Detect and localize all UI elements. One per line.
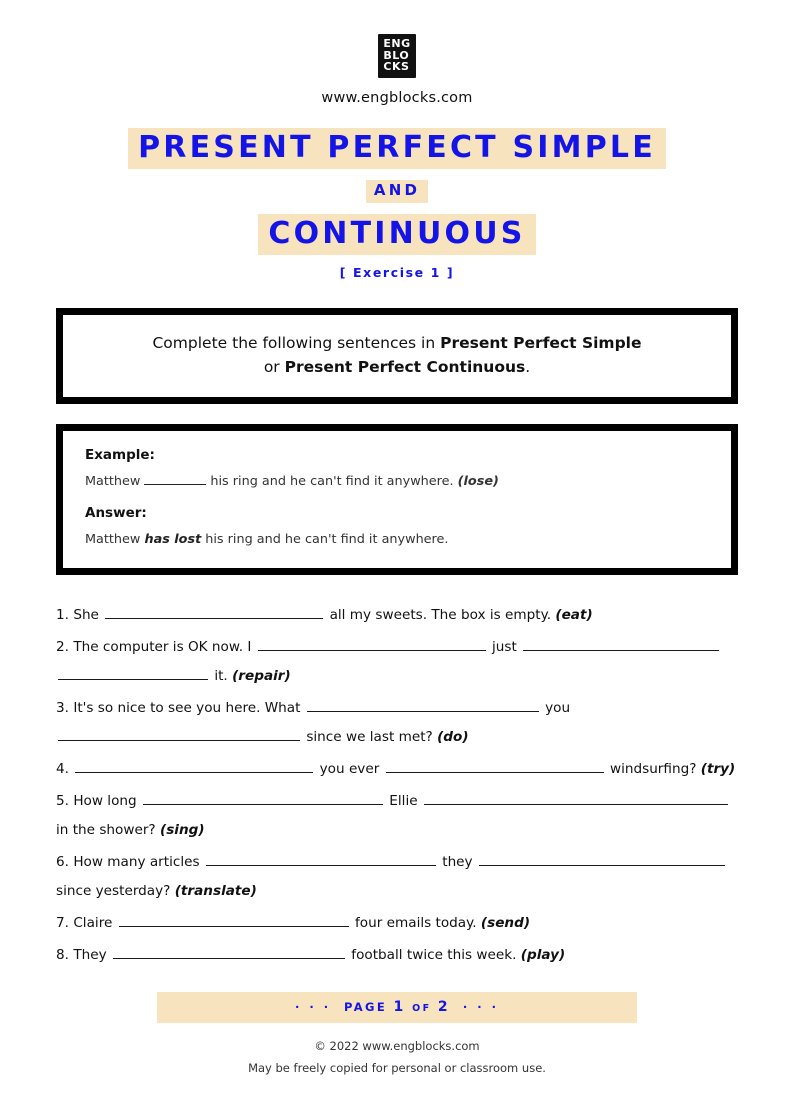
question-number: 8.: [56, 947, 69, 964]
verb-cue: (play): [520, 947, 566, 964]
question-item: [56, 637, 738, 687]
question-text: football twice this week.: [351, 947, 517, 964]
question-text: How long: [73, 793, 137, 810]
question-line: [56, 881, 738, 902]
example-blank: [144, 472, 206, 485]
verb-cue: (repair): [232, 667, 291, 684]
question-number: 1.: [56, 606, 69, 623]
answer-verb: has lost: [144, 532, 202, 548]
answer-blank[interactable]: [307, 698, 539, 712]
question-number: 5.: [56, 793, 69, 810]
banner-dots-right: · · ·: [462, 1000, 499, 1015]
instruction-text-2: or: [263, 358, 285, 377]
answer-blank[interactable]: [113, 945, 345, 959]
question-text: it.: [214, 667, 228, 684]
answer-sentence-pre: Matthew: [85, 532, 141, 548]
question-number: 7.: [56, 915, 69, 932]
question-text: since we last met?: [306, 728, 433, 745]
question-number: 3.: [56, 699, 69, 716]
answer-label: Answer:: [85, 505, 147, 522]
answer-blank[interactable]: [386, 759, 604, 773]
question-text: just: [492, 638, 517, 655]
license-text: May be freely copied for personal or classroom use.: [248, 1061, 546, 1076]
verb-cue: (try): [700, 760, 736, 777]
banner-dots-left: · · ·: [295, 1000, 332, 1015]
title-block: [56, 128, 738, 281]
site-url: www.engblocks.com: [321, 89, 473, 106]
answer-blank[interactable]: [105, 605, 323, 619]
example-cue: (lose): [457, 474, 499, 490]
copyright-text: © 2022 www.engblocks.com: [314, 1039, 480, 1054]
question-text: They: [73, 947, 107, 964]
header: [56, 34, 738, 106]
banner-page-number: 1: [393, 999, 406, 1016]
instruction-bold-1: Present Perfect Simple: [440, 334, 642, 353]
answer-blank[interactable]: [206, 852, 436, 866]
question-text: How many articles: [73, 854, 200, 871]
answer-blank[interactable]: [58, 666, 208, 680]
question-text: in the shower?: [56, 822, 156, 839]
question-line: [56, 820, 738, 841]
answer-sentence: [85, 530, 709, 549]
verb-cue: (do): [437, 728, 469, 745]
example-sentence-pre: Matthew: [85, 474, 141, 490]
question-text: It's so nice to see you here. What: [73, 699, 301, 716]
question-text: four emails today.: [355, 915, 477, 932]
question-line: [56, 791, 738, 812]
answer-blank[interactable]: [75, 759, 313, 773]
verb-cue: (sing): [159, 822, 205, 839]
example-label: Example:: [85, 447, 155, 464]
question-line: [56, 698, 738, 719]
question-number: 6.: [56, 854, 69, 871]
answer-blank[interactable]: [523, 637, 719, 651]
answer-blank[interactable]: [58, 727, 300, 741]
logo-line-1: ENG: [383, 37, 411, 50]
question-text: since yesterday?: [56, 883, 171, 900]
question-number: 4.: [56, 760, 69, 777]
answer-blank[interactable]: [424, 791, 728, 805]
example-sentence: [85, 472, 709, 491]
question-line: [56, 913, 738, 934]
answer-blank[interactable]: [119, 913, 349, 927]
question-text: all my sweets. The box is empty.: [329, 606, 552, 623]
banner-page-word: PAGE: [343, 1000, 388, 1015]
answer-blank[interactable]: [143, 791, 383, 805]
page-banner: [157, 992, 637, 1023]
question-number: 2.: [56, 638, 69, 655]
answer-blank[interactable]: [479, 852, 725, 866]
page-title-line-3: CONTINUOUS: [258, 214, 535, 256]
question-line: [56, 852, 738, 873]
example-sentence-post: his ring and he can't find it anywhere.: [210, 474, 454, 490]
verb-cue: (eat): [555, 606, 593, 623]
question-line: [56, 666, 738, 687]
answer-sentence-post: his ring and he can't find it anywhere.: [205, 532, 449, 548]
question-line: [56, 605, 738, 626]
question-text: you ever: [319, 760, 380, 777]
question-text: The computer is OK now. I: [73, 638, 252, 655]
question-line: [56, 727, 738, 748]
page-title-line-2: AND: [366, 180, 428, 203]
answer-blank[interactable]: [258, 637, 486, 651]
verb-cue: (translate): [174, 883, 257, 900]
question-text: Claire: [73, 915, 113, 932]
example-box: [56, 424, 738, 574]
question-line: [56, 759, 738, 780]
question-item: [56, 791, 738, 841]
exercise-label: [ Exercise 1 ]: [339, 265, 455, 281]
instruction-box: [56, 308, 738, 404]
question-text: windsurfing?: [609, 760, 697, 777]
questions-list: [56, 605, 738, 967]
question-item: [56, 852, 738, 902]
question-text: Ellie: [389, 793, 418, 810]
question-item: [56, 759, 738, 780]
question-text: they: [442, 854, 473, 871]
logo-line-2: BLO: [383, 48, 410, 62]
question-item: [56, 913, 738, 934]
page-title-line-1: PRESENT PERFECT SIMPLE: [128, 128, 666, 170]
banner-total-pages: 2: [437, 999, 451, 1016]
question-text: She: [73, 606, 99, 623]
banner-of-word: OF: [412, 1003, 432, 1015]
question-item: [56, 945, 738, 966]
question-item: [56, 605, 738, 626]
instruction-bold-2: Present Perfect Continuous: [284, 358, 526, 377]
question-text: you: [545, 699, 571, 716]
instruction-text-1: Complete the following sentences in: [152, 334, 441, 353]
question-item: [56, 698, 738, 748]
question-line: [56, 945, 738, 966]
logo-line-3: CKS: [383, 60, 410, 73]
verb-cue: (send): [480, 915, 531, 932]
engblocks-logo: [378, 34, 415, 78]
question-line: [56, 637, 738, 658]
instruction-text-3: .: [525, 358, 531, 377]
